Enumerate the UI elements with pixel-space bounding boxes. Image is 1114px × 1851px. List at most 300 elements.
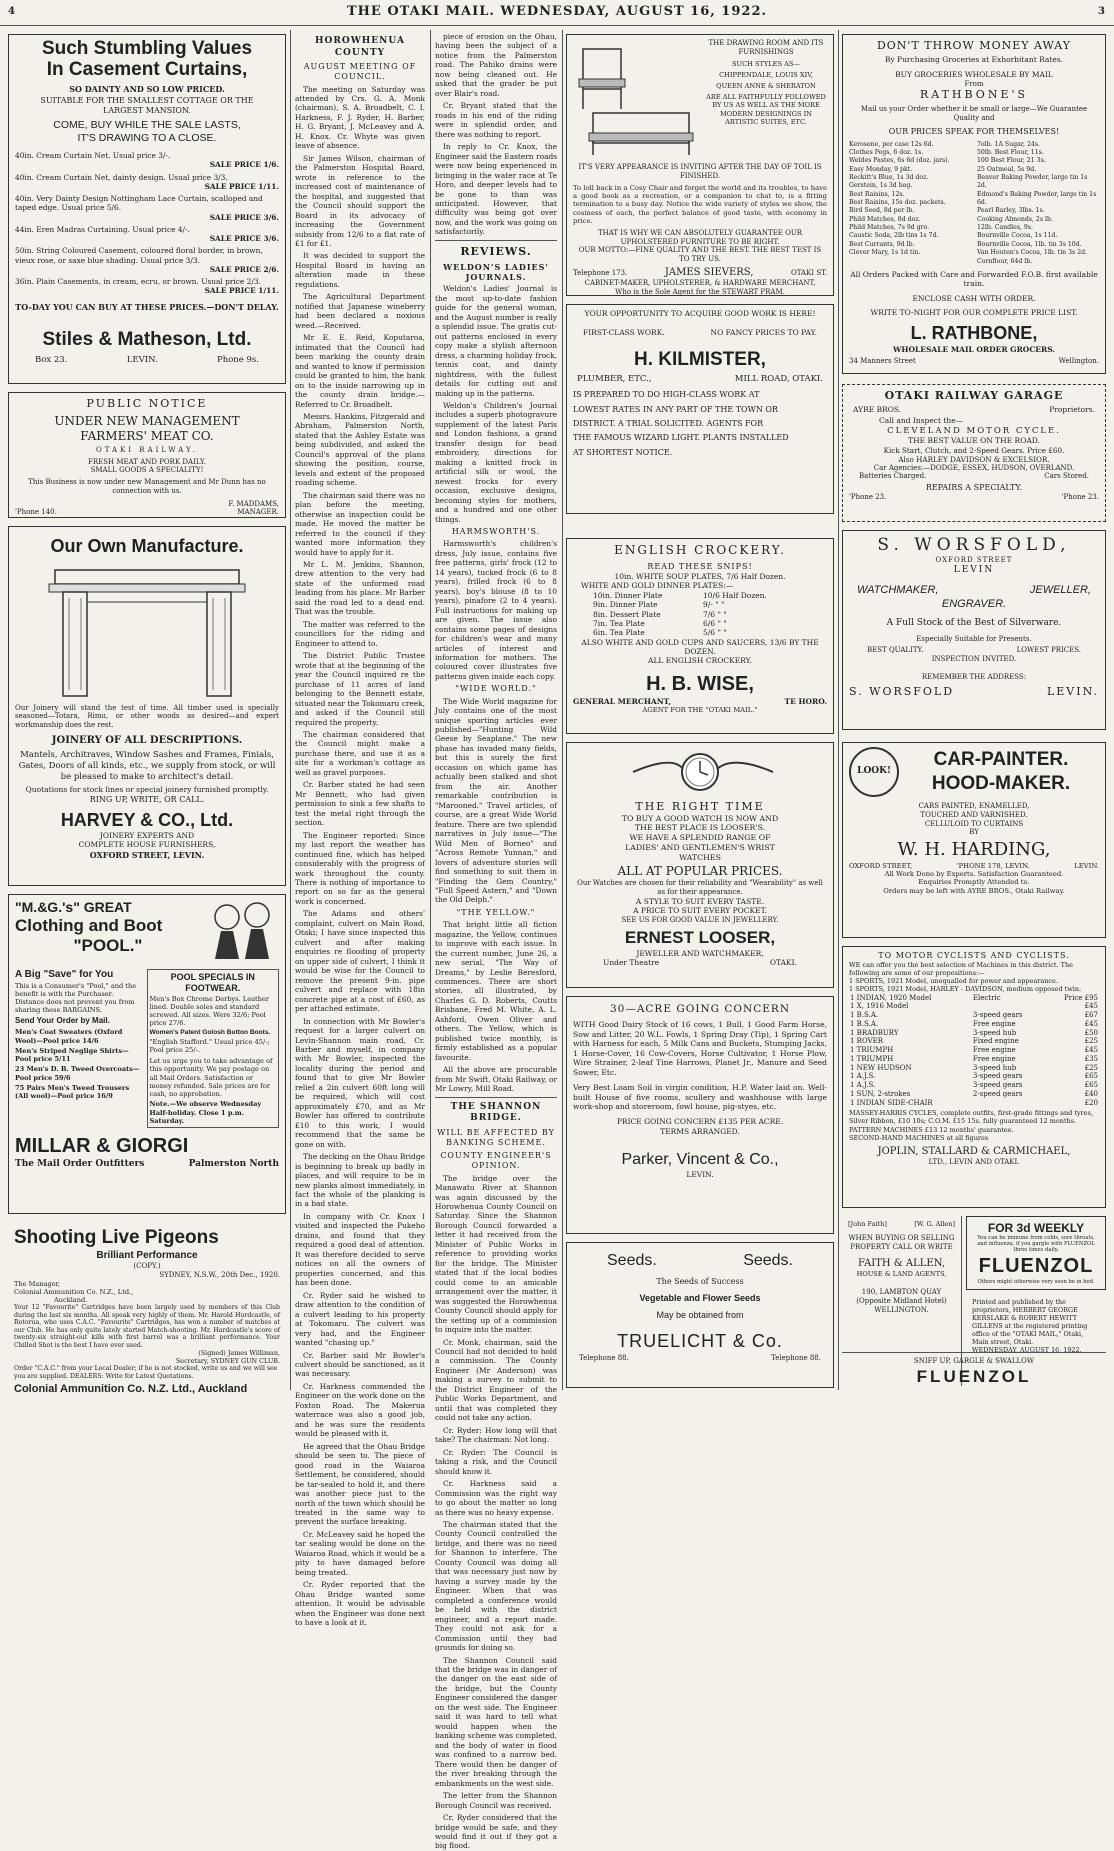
garage-line-3: THE BEST VALUE ON THE ROAD. <box>908 436 1040 446</box>
row-price: £45 <box>1084 1046 1098 1054</box>
garage-owner: AYRE BROS. <box>853 404 902 414</box>
pigeons-sub: Brilliant Performance <box>96 1249 198 1261</box>
notice-manager: MANAGER. <box>237 508 279 517</box>
list-item: 75 Pairs Men's Tweed Trousers (All wool)—Pool price 16/9 <box>15 1083 130 1101</box>
item-price: SALE PRICE 3/6. <box>209 212 279 222</box>
row-price: £65 <box>1084 1072 1098 1081</box>
joplin-line-6: SECOND-HAND MACHINES at all figures <box>849 1133 989 1142</box>
row-item: 10in. Dinner Plate <box>593 590 663 600</box>
sievers-agent: Who is the Sole Agent for the STEWART PRAM. <box>615 288 785 297</box>
list-item: Bird Seed, 8d per lb. <box>849 207 915 215</box>
wise-name: H. B. WISE, <box>646 672 754 695</box>
millar-ad <box>8 894 286 1214</box>
paragraph: The Engineer reported: Since my last report the weather has continued fine, which has helped considerably with the progress of work throughout the county. There is nothing of importance to report on so far as the general work is concerned. <box>295 830 425 906</box>
shannon-headline: THE SHANNON BRIDGE. <box>450 1101 542 1124</box>
column-rule-3 <box>562 30 563 1390</box>
looser-town: OTAKI. <box>769 958 797 968</box>
kilmister-body-5: AT SHORTEST NOTICE. <box>573 447 673 457</box>
paragraph: The Wide World magazine for July contains one of the most unique sporting articles ever published—"Hunting Wild Geese by Seaplane." The new phase has invaded many fields, but this is surely the first occasion on which game has actually been stalked and shot from the air. Another remarkable contribution is "Marooned." Travel articles, of course, are a great Wide World feature. There are two splendid narratives in July issue—"The Wild Men of Borneo" and "Across Remote Yunnan," and lovers of adventure stories will find something to suit them in "Finding the Gem Country," "Full Speed Astern," and "Down the Old Delph." <box>435 696 557 905</box>
pigeons-to-1: The Manager, <box>14 1279 61 1288</box>
county-article-continued <box>435 32 557 237</box>
paragraph: Cr. Bryant stated that the roads in his end of the riding were in splendid order, and there was nothing to report. <box>435 101 557 139</box>
paragraph: Weldon's Ladies' Journal is the most up-to-date fashion guide for the general woman, and the August number is really a splendid issue. The gratis cut-out patterns enclosed in every copy make a stylish afternoon dress, a charming holiday frock, tennis coat, and dainty nightdress, with the fullest details for cutting out and making up in the patterns. <box>435 284 557 398</box>
item-description: 40in. Cream Curtain Net, dainty design. Usual price 3/3. <box>15 172 228 182</box>
notice-line-2: FARMERS' MEAT CO. <box>80 428 214 443</box>
row-price: Price £95 <box>1064 993 1098 1002</box>
rathbone-prices-right <box>977 141 1099 266</box>
imprint-text: Printed and published by the proprietors, HERBERT GEORGE KERSLAKE & ROBERT HEWITT GILLENS at the registered printing office of the "OTAKI MAIL," Otaki, Main street, Otaki. <box>972 1298 1088 1346</box>
row-desc: 3-speed gears <box>972 1072 1023 1081</box>
paragraph: Cr. Ryder: How long will that take? The chairman: Not long. <box>435 1425 557 1445</box>
list-item: Kerosene, per case 12s 6d. <box>849 140 934 148</box>
paragraph: Cr. Ryder said he wished to draw attention to the condition of a culvert leading to his property at Tokomaru. The culvert was very bad, and the Engineer wanted "chasing up." <box>295 1290 425 1348</box>
list-item: Clothes Pegs, 6 doz. 1s. <box>849 148 924 156</box>
pigeons-headline: Shooting Live Pigeons <box>14 1227 219 1248</box>
pigeons-to-3: Auckland. <box>54 1296 88 1305</box>
wise-line-1: 10in. WHITE SOUP PLATES, 7/6 Half Dozen. <box>614 572 786 581</box>
looser-line-8: A STYLE TO SUIT EVERY TASTE. <box>635 896 765 906</box>
notice-line-4: FRESH MEAT AND PORK DAILY. <box>88 457 206 466</box>
stiles-item-list <box>15 151 279 296</box>
paragraph: Cr. Harkness said a Commission was the right way to go about the matter so long as there was no heavy expense. <box>435 1479 557 1517</box>
paragraph: Messrs. Hankins, Fitzgerald and Abraham, Palmerston North, stated that the Ashley Estate was being subdivided, and asked the Council's approval of the plans showing the position, course, levels and extent of the proposed roading scheme. <box>295 411 425 488</box>
list-item: Men's Coat Sweaters (Oxford Wool)—Pool price 14/6 <box>15 1028 123 1045</box>
looser-line-1: TO BUY A GOOD WATCH IS NOW AND <box>621 813 779 823</box>
item-price: SALE PRICE 1/11. <box>204 286 279 296</box>
harding-line-7: Orders may be left with AYRE BROS., Otaki Railway. <box>883 886 1065 895</box>
faith-sub: HOUSE & LAND AGENTS, <box>856 1270 947 1279</box>
list-item: Phild Matches, 8d doz. <box>849 215 921 223</box>
paragraph: Mr E. E. Reid, Koputaroa, intimated that the Council had been marking the county drain and wanted to know if permission could be granted to him, the bank on to the inside narrowing up in the county drain bridge.—Referred to Cr. Broadbelt. <box>295 333 425 409</box>
garage-line-6: Car Agencies:—DODGE, ESSEX, HUDSON, OVERLAND. <box>873 463 1075 472</box>
millar-send: Send Your Order by Mail. <box>15 1016 110 1026</box>
millar-headline-3: "POOL." <box>73 936 143 956</box>
list-item: Bournville Cocoa, 1lb. tin 3s 10d. <box>977 240 1082 248</box>
harmsworth-body <box>435 539 557 681</box>
stiles-footer: TO-DAY YOU CAN BUY AT THESE PRICES.—DON'T DELAY. <box>15 301 279 312</box>
millar-tag: The Mail Order Outfitters <box>15 1159 145 1170</box>
row-desc: 3-speed gears <box>972 1011 1023 1019</box>
harvey-sub-1: JOINERY EXPERTS AND <box>99 831 195 840</box>
faith-addr-1: 190, LAMBTON QUAY <box>861 1288 942 1297</box>
table-row <box>849 1072 1099 1081</box>
county-article-body <box>295 85 425 1628</box>
joplin-machine-table <box>849 994 1099 1108</box>
harding-look: LOOK! <box>849 747 899 797</box>
paragraph: The chairman said there was no plan before the meeting, otherwise an inspection could be made. He moved the matter be referred to the council if they wanted more information they would have to apply for it. <box>295 490 425 557</box>
garage-prop: Proprietors. <box>1049 404 1095 414</box>
fluenzol-ad-bottom <box>842 1352 1106 1390</box>
kilmister-body-3: DISTRICT. A TRIAL SOLICITED. AGENTS FOR <box>573 418 764 428</box>
wise-line-4: ALL ENGLISH CROCKERY. <box>648 656 752 666</box>
paragraph: The bridge over the Manawatu River at Shannon was again discussed by the Horowhenua County Council on Saturday. Since the Shannon Borough Council forwarded a letter it had received from the Minister of Public Works in reference to providing works for the bridge. The Minister stated that if the local bodies could come to an amicable arrangement over the matter, it was suggested the Horowhenua County Council should apply for the setting up of a commission to inquire into the matter. <box>435 1173 557 1335</box>
paragraph: Harmsworth's children's dress, July issue, contains five free patterns, girls' frock (12 to 14 years), tucked frock (6 to 8 years), frilled frock (6 to 8 years), boy's blouse (8 to 10 years), pinafore (2 to 4 years). Full instructions for making up are given. The issue also contains some pages of designs for children's wear and many articles of interest and information for mothers. The coloured cover illustrates five patterns given inside each copy. <box>435 539 557 681</box>
weldons-body <box>435 284 557 524</box>
list-item: Men's Striped Neglige Shirts—Pool price 5/11 <box>15 1046 129 1064</box>
wise-ad <box>566 538 834 734</box>
paragraph: The letter from the Shannon Borough Council was received. <box>435 1791 557 1810</box>
truelicht-line-2: Vegetable and Flower Seeds <box>639 1293 761 1303</box>
stiles-line-3: COME, BUY WHILE THE SALE LASTS, <box>53 118 241 131</box>
table-row <box>849 1037 1099 1046</box>
notice-phone: 'Phone 140. <box>15 508 57 517</box>
row-desc: Fixed engine <box>972 1037 1019 1046</box>
harvey-sub-2: COMPLETE HOUSE FURNISHERS, <box>78 840 216 850</box>
list-item: Best Raisins, 12s. <box>849 190 905 198</box>
rathbone-enclose: ENCLOSE CASH WITH ORDER. <box>912 293 1036 303</box>
row-desc <box>972 1002 1047 1011</box>
looser-line-2: THE BEST PLACE IS LOOSER'S. <box>634 823 766 833</box>
row-price: 5/6 " " <box>703 628 727 638</box>
pigeons-to-2: Colonial Ammunition Co. N.Z., Ltd., <box>14 1287 134 1296</box>
worsfold-best: BEST QUALITY. <box>867 645 924 654</box>
looser-title: THE RIGHT TIME <box>635 800 765 813</box>
row-item: 1 SUN, 2-strokes <box>850 1089 911 1098</box>
sievers-trade: CABINET-MAKER, UPHOLSTERER, & HARDWARE MERCHANT, <box>584 279 816 288</box>
paragraph: The Adams and others' complaint, culvert on Main Road, Otaki; I have since inspected this culvert and after making enquiries re flooding of property on upper side of culvert, I think it would be wise for the Council to remove the present 9-in. pipe culvert and replace with 18in concrete pipe at a cost of £60, as per attached estimate. <box>295 909 425 1014</box>
row-item: 1 TRIUMPH <box>850 1054 894 1063</box>
millar-headline-1: "M.&G.'s" GREAT <box>15 899 132 915</box>
yellow-heading: "THE YELLOW." <box>456 907 536 917</box>
sievers-title-4: QUEEN ANNE & SHERATON <box>716 81 816 90</box>
notice-line-1: UNDER NEW MANAGEMENT <box>54 413 240 428</box>
row-item: 1 A.J.S. <box>850 1081 876 1089</box>
table-row <box>849 1020 1099 1029</box>
wise-read: READ THESE SNIPS! <box>647 562 753 571</box>
garage-line-7: Batteries Charged. <box>859 472 927 481</box>
pigeons-ad <box>8 1222 286 1395</box>
millar-headline-2: Clothing and Boot <box>15 915 163 935</box>
truelicht-line-3: May be obtained from <box>656 1310 744 1321</box>
garage-line-8: Cars Stored. <box>1044 472 1089 481</box>
harding-line-2: TOUCHED AND VARNISHED. <box>920 810 1028 819</box>
faith-line-1: WHEN BUYING OR SELLING <box>848 1234 955 1243</box>
list-item: Weldes Pastes, 6s 6d (doz. jars). <box>849 157 950 165</box>
looser-trade: JEWELLER AND WATCHMAKER, <box>636 948 764 958</box>
list-item: 50lb. Best Flour, 11s. <box>977 148 1044 156</box>
truelicht-title-2: Seeds. <box>743 1252 793 1269</box>
item-price: SALE PRICE 1/11. <box>204 181 279 191</box>
looser-line-10: SEE US FOR GOOD VALUE IN JEWELLERY. <box>621 915 779 924</box>
row-price: £25 <box>1084 1063 1098 1072</box>
harvey-quotes: Quotations for stock lines or special joinery furnished promptly. <box>25 785 269 795</box>
paragraph: In connection with Mr Bowler's request for a larger culvert on Levin-Shannon main road, Cr. Barber and myself, in company with Mr Bowler, inspected the locality during the period and found that to give Mr Bowler relief a 2in culvert 60ft long will be required, which will cost approximately £70, and as Mr Bowler has offered to contribute £10 to this work, I would recommend that the same be gone on with. <box>295 1016 425 1149</box>
paragraph: Cr. Ryder reported that the Ohau Bridge wanted some attention. It would be advisable when the Engineer was done next to have a look at it. <box>295 1580 425 1628</box>
kilmister-body-2: LOWEST RATES IN ANY PART OF THE TOWN OR <box>573 404 778 414</box>
truelicht-tel-2: Telephone 88. <box>771 1354 821 1362</box>
truelicht-title-1: Seeds. <box>607 1252 657 1269</box>
row-item: 6in. Tea Plate <box>593 628 645 638</box>
millar-mail: Let us urge you to take advantage of this opportunity. We pay postage on all Mail Orders. Satisfaction or money refunded. Sale prices are for cash, no approbation. <box>149 1057 273 1099</box>
pigeons-secretary: Secretary, SYDNEY GUN CLUB. <box>175 1357 280 1366</box>
table-row <box>849 1002 1099 1011</box>
looser-line-5: WATCHES <box>679 852 721 862</box>
joplin-line-5: PATTERN MACHINES £13 12 months' guarantee. <box>849 1125 1014 1134</box>
kilmister-body-1: IS PREPARED TO DO HIGH-CLASS WORK AT <box>573 390 760 400</box>
rathbone-addr: 34 Manners Street <box>849 357 916 366</box>
list-item: Best Raisins, 15s doz. packets. <box>849 199 946 207</box>
row-item: 1 BRADBURY <box>850 1028 899 1037</box>
wise-line-2: WHITE AND GOLD DINNER PLATES:— <box>581 581 734 591</box>
rathbone-line-2: BUY GROCERIES WHOLESALE BY MAIL <box>895 70 1053 80</box>
harvey-sub-3: OXFORD STREET, LEVIN. <box>89 849 205 860</box>
truelicht-name: TRUELICHT & Co. <box>617 1330 783 1351</box>
cartoon-men-illustration <box>205 899 279 963</box>
row-item: 7in. Tea Plate <box>593 618 645 628</box>
faith-addr-3: WELLINGTON. <box>874 1305 929 1314</box>
table-row <box>849 1099 1099 1108</box>
harding-addr: OXFORD STREET, <box>849 861 913 870</box>
parker-price: PRICE GOING CONCERN £135 PER ACRE. <box>616 1117 784 1127</box>
millar-name: MILLAR & GIORGI <box>15 1135 189 1158</box>
millar-specials-body: Men's Box Chrome Derbys. Leather lined. Double soles and standard screwed. All sizes. Were 32/6; Pool price 27/6. <box>149 994 270 1028</box>
worsfold-stock: A Full Stock of the Best of Silverware. <box>886 617 1062 628</box>
rathbone-write: WRITE TO-NIGHT FOR OUR COMPLETE PRICE LIST. <box>870 308 1078 318</box>
notice-line-5: SMALL GOODS A SPECIALITY! <box>90 466 204 475</box>
table-row <box>593 628 827 637</box>
paragraph: Mr L. M. Jenkins, Shannon, drew attention to the very bad state of the unformed road leading from his place. Mr Barber said the road led to a dead end. That was the trouble. <box>295 560 425 617</box>
list-item: Van Houten's Cocoa, 1lb. tin 3s 2d. <box>977 249 1088 257</box>
article-headline-county: HOROWHENUA COUNTY <box>315 36 405 58</box>
worsfold-ad <box>842 530 1106 730</box>
paragraph: Cr. McLeavey said he hoped the tar sealing would be done on the Waiaroa Road, which it would be a pity to have damaged before being treated. <box>295 1529 425 1577</box>
paragraph: In reply to Cr. Knox, the Engineer said the Eastern roads were now being experienced in bringing in the water race at Te Horo, and deeper levels had to be gone to than was anticipated. However, that difficulty was being got over now, and the work was going on satisfactorily. <box>435 142 557 237</box>
paragraph: Sir James Wilson, chairman of the Palmerston Hospital Board, wrote in reference to the increased cost of maintenance of the hospital, and suggested that the Council should support the Board in its advocacy of increasing the Government subsidy from 12/6 to a flat rate of £1 for £1. <box>295 153 425 248</box>
imprint <box>966 1294 1106 1354</box>
harding-line-5: All Work Done by Experts. Satisfaction Guaranteed. <box>884 869 1064 878</box>
row-desc <box>972 1099 1047 1108</box>
rathbone-sub: WHOLESALE MAIL ORDER GROCERS. <box>892 344 1056 354</box>
fluenzol-sub: Others might otherwise very soon be in bed. <box>977 1278 1095 1285</box>
paragraph: He agreed that the Ohau Bridge should be seen to. The piece of good road in the Waiaroa Settlement, he considered, should be tar-sealed to hold it, and there was another piece just to the north of the town which should be treated in the same way to prevent the surface breaking. <box>295 1441 425 1527</box>
row-desc: 3-speed gears <box>972 1081 1023 1089</box>
pigeons-signed: (Signed) James Williman, <box>198 1349 280 1358</box>
sievers-title-2: SUCH STYLES AS— <box>732 59 800 68</box>
list-item <box>15 246 279 274</box>
page-number-right: 3 <box>1098 6 1106 17</box>
notice-title: PUBLIC NOTICE <box>86 397 208 410</box>
list-item: Gerstein, 1s 3d bag. <box>849 182 913 190</box>
wristwatch-illustration <box>573 747 827 797</box>
harvey-ad <box>8 526 286 886</box>
worsfold-sub: Especially Suitable for Presents. <box>916 635 1032 643</box>
list-item <box>15 173 279 192</box>
millar-specials: POOL SPECIALS IN FOOTWEAR. <box>170 972 255 994</box>
table-row <box>849 994 1099 1003</box>
fluenzol-name: FLUENZOL <box>978 1254 1094 1277</box>
joplin-line-1: WE can offer you the best selection of Machines in this district. The following are some of our propositions:— <box>849 961 1073 978</box>
worsfold-footer-name: S. WORSFOLD <box>849 685 955 698</box>
item-description: 36in. Plain Casements, in cream, ecru, or brown. Usual price 2/3. <box>15 277 261 287</box>
list-item: Beaver Baking Powder, large tin 1s 2d. <box>977 173 1088 190</box>
rathbone-prices-left <box>849 141 971 266</box>
pigeons-date: 20th Dec., 1920. <box>221 1271 280 1279</box>
harding-title-1: CAR-PAINTER. <box>933 749 1069 771</box>
garage-line-4: Kick Start, Clutch, and 2-Speed Gears. Price £60. <box>883 445 1065 455</box>
paragraph: Cr. Ryder considered that the bridge would be safe, and they would find it out if they got a big flood. <box>435 1813 557 1851</box>
parker-title: 30—ACRE GOING CONCERN <box>609 1003 791 1015</box>
row-price: 10/6 Half Dozen. <box>703 590 767 600</box>
list-item: Bournville Cocoa, 1s 11d. <box>977 232 1058 240</box>
row-desc: Free engine <box>972 1046 1016 1054</box>
harding-phone: 'PHONE 178, LEVIN. <box>956 861 1030 870</box>
paragraph: The chairman stated that the County Council controlled the bridge, and there was no need for Shannon to interfere. The County Council was doing all that was necessary just now by having a survey made by the Engineer. When that was completed a conference would be held with the district engineer, and a report made. They could not ask for a Commission until they had grounds for doing so. <box>435 1519 557 1653</box>
harvey-ring: RING UP, WRITE, OR CALL. <box>89 794 205 804</box>
row-price: £25 <box>1084 1037 1098 1046</box>
paragraph: The District Public Trustee wrote that at the beginning of the year the Council inquired re the purchase of 11 acres of land belonging to the Bennett estate, situated near the Tokomaru creek, and asked if the Council still required the property. <box>295 651 425 727</box>
harvey-joinery: JOINERY OF ALL DESCRIPTIONS. <box>51 734 243 746</box>
paragraph: Cr. Barber stated he had seen Mr Bennett, who had given permission to sink a few shafts to test the metal right through the section. <box>295 780 425 828</box>
item-description: 40in. Cream Curtain Net. Usual price 3/-. <box>15 151 171 161</box>
paragraph: All the above are procurable from Mr Swift, Otaki Railway, or Mr Lowry, Mill Road. <box>435 1065 557 1094</box>
rathbone-line-1: By Purchasing Groceries at Exhorbitant Rates. <box>884 54 1064 64</box>
rathbone-name: L. RATHBONE, <box>910 323 1038 344</box>
wise-price-list <box>573 591 827 638</box>
garage-title: OTAKI RAILWAY GARAGE <box>884 389 1064 402</box>
row-item: 1 INDIAN SIDE-CHAIR <box>850 1098 933 1107</box>
sievers-body-4: OUR MOTTO:—FINE QUALITY AND THE BEST. THE BEST TEST IS TO TRY US. <box>578 246 822 264</box>
table-row <box>593 610 827 619</box>
millar-women-body: "English Stafford." Usual price 45/-; Pool price 25/-. <box>149 1037 270 1054</box>
faith-right-name: [W. G. Allen] <box>914 1220 955 1228</box>
row-price: 6/6 " " <box>703 618 727 628</box>
row-desc: 3-speed hub <box>972 1063 1017 1072</box>
garage-line-1: Call and Inspect the— <box>879 416 964 426</box>
garage-repairs: REPAIRS A SPECIALTY. <box>925 483 1023 492</box>
sievers-body-2: To loll back in a Cosy Chair and forget the world and its troubles, to have a good book as a recreation, or a companion to chat to, is a fitting termination to a busy day. Notice the wide variety of styles we show, the cosiness of each, the perfect balance of good taste, with economy in price. <box>573 183 827 226</box>
pigeons-place: SYDNEY, N.S.W., <box>159 1271 219 1279</box>
harvey-headline: Our Own Manufacture. <box>50 536 244 556</box>
row-price: £20 <box>1084 1098 1098 1107</box>
column-rule-1 <box>290 30 291 1390</box>
worsfold-remember: REMEMBER THE ADDRESS: <box>921 673 1027 682</box>
wise-town: TE HORO. <box>784 696 827 706</box>
list-item: Clever Mary, 1s 1d tin. <box>849 249 921 257</box>
row-desc: Free engine <box>972 1054 1016 1063</box>
looser-name: ERNEST LOOSER, <box>624 928 776 948</box>
kilmister-trade: PLUMBER, ETC., <box>577 373 652 384</box>
item-description: 40in. Very Dainty Design Nottingham Lace Curtain, scalloped and taped edge. Usual price 5/6. <box>15 194 263 213</box>
shannon-subhead-2: COUNTY ENGINEER'S OPINION. <box>440 1151 552 1171</box>
joplin-name: JOPLIN, STALLARD & CARMICHAEL, <box>877 1145 1071 1157</box>
table-row <box>593 600 827 609</box>
kilmister-ad <box>566 304 834 514</box>
parker-town: LEVIN. <box>686 1170 714 1180</box>
worsfold-footer-town: LEVIN. <box>1046 685 1099 698</box>
table-row <box>849 1055 1099 1064</box>
harding-name: W. H. HARDING, <box>897 839 1051 860</box>
harding-town: LEVIN. <box>1074 861 1099 870</box>
row-desc: 2-speed gears <box>972 1089 1023 1098</box>
joplin-line-3: 1 SPORTS, 1921 Model, HARLEY - DAVIDSON, medium opposed twin. <box>849 985 1082 994</box>
paragraph: Cr. Barber said Mr Bowler's culvert should be sanctioned, as it was necessary. <box>295 1350 425 1379</box>
joplin-sub: LTD., LEVIN AND OTAKI. <box>928 1158 1020 1167</box>
item-description: 44in. Eren Madras Curtaining. Usual price 4/-. <box>15 224 190 234</box>
worsfold-trade-1: WATCHMAKER, <box>857 584 939 597</box>
rathbone-line-3: From <box>964 79 984 88</box>
paragraph: That bright little all fiction magazine, the Yellow, continues to improve with each issue. In the current number, June 26, a new serial, "The Way of Dreams," by Leslie Beresford, commences. There are short stories, all illustrated, by Charles G. D. Roberts, Coutts Brisbane, Fred M. White, A. L. Ashford, Owen Oliver and others. The Yellow, which is published twice monthly, is firmly established as a popular favourite. <box>435 920 557 1062</box>
stiles-line-2: SUITABLE FOR THE SMALLEST COTTAGE OR THE LARGEST MANSION. <box>40 95 254 115</box>
joplin-ad <box>842 946 1106 1208</box>
list-item: 7olb. 1A Sugar, 24s. <box>977 140 1041 148</box>
paragraph: The matter was referred to the councillors for the riding and Engineer to attend to. <box>295 619 425 648</box>
sievers-ad <box>566 34 834 296</box>
stiles-name: Stiles & Matheson, Ltd. <box>42 328 252 350</box>
wise-agent: AGENT FOR THE "OTAKI MAIL." <box>642 706 758 715</box>
list-item <box>15 277 279 296</box>
row-item: 1 TRIUMPH <box>850 1046 894 1054</box>
worsfold-addr: OXFORD STREET <box>935 556 1013 565</box>
row-price: £35 <box>1084 1054 1098 1063</box>
looser-line-4: LADIES' AND GENTLEMEN'S WRIST <box>625 842 775 852</box>
item-description: 50in. String Coloured Casement, coloured floral border, in brown, vieux rose, or saxe blue shading. Usual price 3/3. <box>15 246 263 265</box>
list-item: Pearl Barley, 3lbs. 1s. <box>977 207 1045 215</box>
row-item: 1 B.S.A. <box>850 1019 879 1028</box>
shannon-body <box>435 1174 557 1851</box>
list-item: 23 Men's D. B. Tweed Overcoats—Pool price 59/6 <box>15 1065 140 1082</box>
paragraph: Cr. Harkness commended the Engineer on the work done on the Foxton Road. The Makerua waterrace was also a good job, and he was sure the residents would be pleased with it. <box>295 1381 425 1439</box>
row-price: £45 <box>1084 1019 1098 1028</box>
reviews-heading: REVIEWS. <box>460 244 532 258</box>
table-row <box>849 1029 1099 1038</box>
harmsworth-heading: HARMSWORTH'S. <box>451 527 541 537</box>
fluenzol-name-2: FLUENZOL <box>916 1366 1032 1386</box>
faith-left-name: [John Faith] <box>848 1220 887 1228</box>
row-price: £65 <box>1084 1081 1098 1089</box>
row-price: £67 <box>1084 1011 1098 1019</box>
notice-sign: F. MADDAMS, <box>228 499 279 508</box>
looser-under: Under Theatre <box>603 958 660 968</box>
stiles-town: LEVIN. <box>126 355 158 366</box>
joplin-line-2: 1 SPORTS, 1921 Model, unequalled for power and appearance. <box>849 977 1058 986</box>
notice-line-6: This Business is now under new Management and Mr Dunn has no connection with us. <box>28 478 266 495</box>
worsfold-trade-2: JEWELLER, <box>1029 584 1091 597</box>
list-item <box>15 151 279 170</box>
list-item: Cornflour, 64d lb. <box>977 257 1033 265</box>
row-item: 1 INDIAN, 1920 Model <box>850 993 932 1002</box>
paragraph: The meeting on Saturday was attended by Crs. G. A. Monk (chairman), S. A. Broadbelt, C. I. Harkness, F. J. Ryder, H. Barber, H. G. Bryant, J. McLeavey and A. H. Knox. Cr. Whyte was given leave of absence. <box>295 84 425 151</box>
looser-ad <box>566 742 834 988</box>
harding-line-3: CELLULOID TO CURTAINS <box>924 819 1024 828</box>
paragraph: It was decided to support the Hospital Board in having an alteration made in these regulations. <box>295 251 425 289</box>
paragraph: The Agricultural Department notified that Japanese wineberry had been declared a noxious weed.—Received. <box>295 292 425 330</box>
pigeons-copy: (COPY.) <box>133 1262 161 1271</box>
shannon-subhead: WILL BE AFFECTED BY BANKING SCHEME. <box>437 1127 555 1147</box>
reviews-column <box>432 30 560 1851</box>
column-rule-2 <box>430 30 431 1390</box>
list-item: Best Currants, 9d lb. <box>849 240 915 248</box>
harding-ad <box>842 742 1106 938</box>
furniture-illustration <box>573 39 701 159</box>
paragraph: In company with Cr. Knox I visited and inspected the Pukeho drains, and found that they required a good deal of attention. It was therefore decided to serve notices on all the owners of properties concerned, and this has been done. <box>295 1211 425 1288</box>
kilmister-left: FIRST-CLASS WORK. <box>583 328 665 338</box>
harvey-list: Mantels, Architraves, Window Sashes and Frames, Finials, Gates, Doors of all kinds, etc., we supply from stock, or will be pleased to make to architect's detail. <box>18 750 276 782</box>
millar-note: Note.—We observe Wednesday Half-holiday. Close 1 p.m. Saturday. <box>149 1100 262 1125</box>
rathbone-ad <box>842 34 1106 374</box>
wide-world-body <box>435 697 557 905</box>
harding-line-4: BY <box>969 828 979 837</box>
list-item: Easy Monday, 9 pkt. <box>849 165 913 173</box>
row-desc: Electric <box>972 993 1001 1002</box>
row-item: 9in. Dinner Plate <box>593 600 658 610</box>
stiles-box: Box 23. <box>35 355 68 366</box>
fluenzol-top: FOR 3d WEEKLY <box>987 1221 1085 1235</box>
sievers-title-3: CHIPPENDALE, LOUIS XIV, <box>719 70 813 79</box>
wise-trade: GENERAL MERCHANT, <box>573 696 671 706</box>
kilmister-name: H. KILMISTER, <box>634 348 766 370</box>
millar-save: A Big "Save" for You <box>15 969 114 980</box>
row-desc: 3-speed hub <box>972 1028 1017 1037</box>
